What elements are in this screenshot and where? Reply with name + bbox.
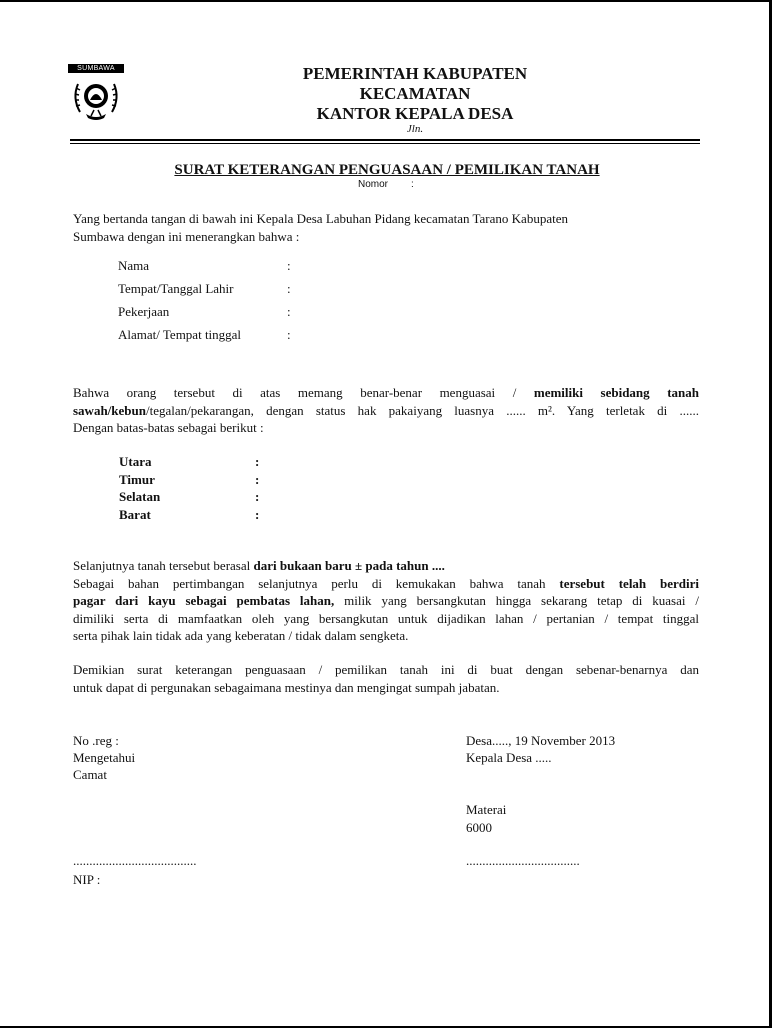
statement-text: /tegalan/pekarangan, dengan status hak pakaiyang luasnya ...... m². Yang terletak di ...... xyxy=(145,402,699,418)
closing-line: Demikian surat keterangan penguasaan / pemilikan tanah ini di buat dengan sebenar-benarnya dan xyxy=(73,662,699,677)
header-subdistrict: KECAMATAN xyxy=(359,84,471,103)
field-birth-label: Tempat/Tanggal Lahir xyxy=(118,281,234,296)
statement-line xyxy=(73,384,699,402)
origin-line xyxy=(73,575,699,593)
intro-paragraph xyxy=(73,210,699,245)
regency-logo xyxy=(68,64,124,124)
regency-emblem-icon xyxy=(68,74,124,124)
header-rule-thick xyxy=(70,139,700,141)
camat-nip: NIP : xyxy=(73,872,101,887)
boundary-east-label: Timur xyxy=(119,472,155,487)
stamp-duty-amount: 6000 xyxy=(466,820,492,835)
document-title xyxy=(70,161,704,179)
field-name-colon: : xyxy=(287,258,291,273)
stamp-duty-label: Materai xyxy=(466,802,507,817)
origin-paragraph xyxy=(73,557,699,645)
page-border-top xyxy=(0,0,772,2)
boundary-east-colon: : xyxy=(255,472,260,487)
document-number-colon: : xyxy=(411,179,414,190)
statement-bold-text: memiliki sebidang tanah xyxy=(533,385,699,400)
closing-line: untuk dapat di pergunakan sebagaimana mestinya dan mengingat sumpah jabatan. xyxy=(73,679,500,695)
statement-line: Dengan batas-batas sebagai berikut : xyxy=(73,420,264,435)
document-number-label: Nomor xyxy=(358,179,389,190)
intro-line: Sumbawa dengan ini menerangkan bahwa : xyxy=(73,228,300,244)
origin-line xyxy=(73,592,699,610)
boundary-north-label: Utara xyxy=(119,454,152,469)
origin-text: milik yang bersangkutan hingga sekarang tetap di kuasai / xyxy=(334,593,699,608)
field-occupation-label: Pekerjaan xyxy=(118,304,170,319)
registration-number: No .reg : xyxy=(73,733,119,748)
boundary-south-colon: : xyxy=(255,489,260,504)
header-government: PEMERINTAH KABUPATEN xyxy=(302,64,528,83)
origin-line xyxy=(73,557,699,575)
origin-bold-text: tersebut telah berdiri xyxy=(559,575,700,591)
camat-title: Camat xyxy=(73,767,107,782)
origin-bold-text: dari bukaan baru ± pada tahun .... xyxy=(253,558,445,573)
issue-date: Desa....., 19 November 2013 xyxy=(466,733,616,748)
statement-text: Bahwa orang tersebut di atas memang benar-benar menguasai / xyxy=(73,385,534,400)
field-address-colon: : xyxy=(287,327,291,342)
origin-bold-text: pagar dari kayu sebagai pembatas lahan, xyxy=(73,593,335,608)
statement-line xyxy=(73,402,699,420)
field-name-label: Nama xyxy=(118,258,150,273)
statement-paragraph xyxy=(73,384,699,437)
boundary-west-label: Barat xyxy=(119,507,151,522)
village-head-signature-line: ................................... xyxy=(466,853,580,868)
intro-line: Yang bertanda tangan di bawah ini Kepala Desa Labuhan Pidang kecamatan Tarano Kabupaten xyxy=(73,211,568,226)
document-title-text: SURAT KETERANGAN PENGUASAAN / PEMILIKAN TANAH xyxy=(174,162,600,178)
statement-bold-text: sawah/kebun xyxy=(73,402,146,418)
acknowledged-label: Mengetahui xyxy=(73,750,136,765)
boundary-south-label: Selatan xyxy=(119,489,161,504)
closing-paragraph xyxy=(73,661,699,696)
boundary-west-colon: : xyxy=(255,507,260,522)
header-village-office: KANTOR KEPALA DESA xyxy=(316,104,514,123)
boundary-north-colon: : xyxy=(255,454,260,469)
origin-line: serta pihak lain tidak ada yang keberatan / tidak dalam sengketa. xyxy=(73,628,409,643)
origin-line: dimiliki serta di mamfaatkan oleh yang bersangkutan untuk dijadikan lahan / pertanian / tempat tinggal xyxy=(73,610,699,626)
field-address-label: Alamat/ Tempat tinggal xyxy=(118,327,242,342)
header-rule-thin xyxy=(70,143,700,144)
field-occupation-colon: : xyxy=(287,304,291,319)
logo-label: SUMBAWA xyxy=(68,64,124,73)
origin-text: Selanjutnya tanah tersebut berasal xyxy=(73,558,254,573)
origin-text: Sebagai bahan pertimbangan selanjutnya perlu di kemukakan bahwa tanah xyxy=(73,575,560,591)
header-address: Jln. xyxy=(406,123,424,135)
camat-signature-line: ...................................... xyxy=(73,853,197,868)
village-head-title: Kepala Desa ..... xyxy=(466,750,552,765)
document-number xyxy=(358,179,414,191)
field-birth-colon: : xyxy=(287,281,291,296)
